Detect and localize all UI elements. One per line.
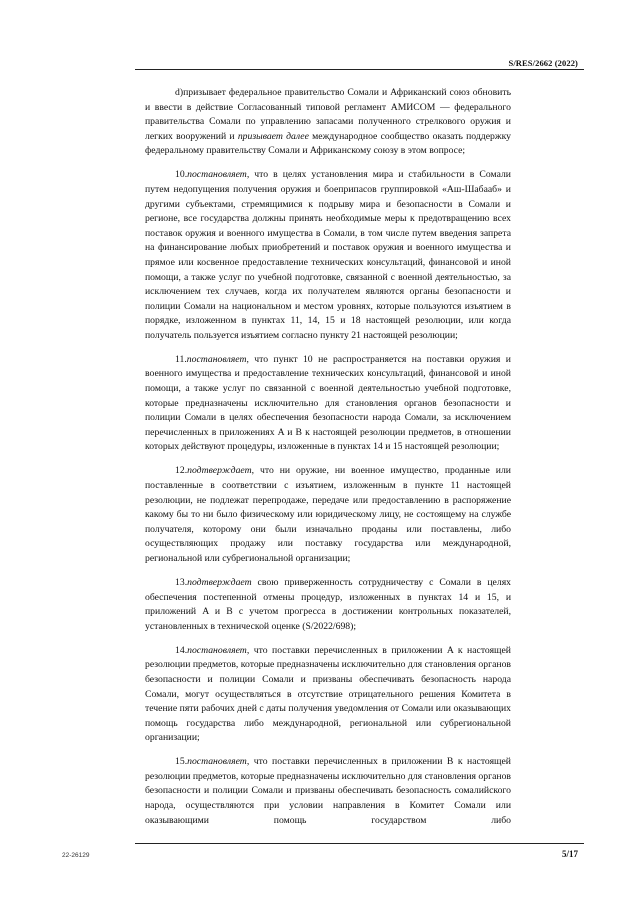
paragraph-emphasis: постановляет xyxy=(186,353,247,365)
paragraph-number: 13. xyxy=(175,576,188,588)
paragraph-emphasis: постановляет xyxy=(187,169,247,181)
paragraph-emphasis: постановляет xyxy=(187,644,247,656)
document-body xyxy=(145,86,511,838)
paragraph-14 xyxy=(145,644,511,746)
page-number: 5/17 xyxy=(561,849,578,859)
header-rule xyxy=(135,69,584,70)
paragraph-13 xyxy=(145,576,511,634)
paragraph-text: свою приверженность сотрудничеству с Сомали в целях обеспечения постепенной отмены процедур, изложенных в пунктах 14 и 15, и приложений A и B с учетом прогресса в достижении контрольных показателей, установленных в технической оценке (S/2022/698); xyxy=(145,576,511,632)
footer-rule xyxy=(135,843,584,844)
paragraph-emphasis: подтверждает xyxy=(187,576,252,588)
paragraph-10 xyxy=(145,168,511,343)
paragraph-12 xyxy=(145,464,511,566)
paragraph-number: 10. xyxy=(175,169,188,181)
paragraph-number: d) xyxy=(175,87,184,98)
paragraph-text: , что поставки перечисленных в приложении A к настоящей резолюции предметов, которые предназначены исключительно для становления органов безопасности и полиции Сомали и призваны обеспечивать безопасность народа Сомали, могут осуществляться в отсутствие отрицательного решения Комитета в течение пяти рабочих дней с даты получения уведомления от Сомали или оказывающих помощь государства либо международной, региональной или субрегиональной организации; xyxy=(145,644,511,744)
paragraph-number: 15. xyxy=(175,756,188,768)
paragraph-text: , что пункт 10 не распространяется на поставки оружия и военного имущества и предоставление технических консультаций, финансовой и иной помощи, а также услуг по связанной с военной деятельностью учебной подготовке, которые предназначены исключительно для становления органов безопасности и полиции Сомали в целях обеспечения безопасности народа Сомали, за исключением перечисленных в приложениях A и B к настоящей резолюции предметов, в отношении которых действуют процедуры, изложенные в пунктах 14 и 15 настоящей резолюции; xyxy=(145,353,511,453)
paragraph-number: 12. xyxy=(175,465,188,477)
paragraph-15 xyxy=(145,755,511,828)
paragraph-text: , что ни оружие, ни военное имущество, проданные или поставленные в соответствии с изъятием, изложенным в пункте 11 настоящей резолюции, не подлежат перепродаже, передаче или предоставлению в распоряжение какому бы то ни было физическому или юридическому лицу, не состоящему на службе получателя, которому они были изначально проданы или поставлены, либо осуществляющих продажу или поставку государства или международной, региональной или субрегиональной организации; xyxy=(145,465,511,564)
paragraph-emphasis: постановляет xyxy=(187,756,247,768)
paragraph-emphasis: подтверждает xyxy=(187,465,252,477)
paragraph-emphasis: призывает далее xyxy=(237,130,309,142)
paragraph-number: 11. xyxy=(175,353,187,365)
paragraph-text-pre: призывает федеральное правительство Сомали и Африканский союз обновить и ввести в действие Согласованный типовой регламент АМИСОМ — федерального правительства Сомали по управлению запасами полученного стрелкового оружия и легких вооружений и xyxy=(145,87,511,142)
paragraph-number: 14. xyxy=(175,644,188,656)
paragraph-text: , что поставки перечисленных в приложении B к настоящей резолюции предметов, которые предназначены исключительно для становления органов безопасности и полиции Сомали и призваны обеспечивать безопасность сомалийского народа, осуществляются при условии направления в Комитет Сомали или оказывающими помощь государством либо xyxy=(145,756,511,826)
paragraph-text: , что в целях установления мира и стабильности в Сомали путем недопущения получения оружия и боеприпасов группировкой «Аш-Шабааб» и другими субъектами, стремящимися к подрыву мира и безопасности в Сомали и регионе, все государства должны принять необходимые меры к предотвращению всех поставок оружия и военного имущества в Сомали, в том числе путем введения запрета на финансирование любых приобретений и поставок оружия и военного имущества и прямое или косвенное предоставление технических консультаций, финансовой и иной помощи, а также услуг по учебной подготовке, связанной с военной деятельностью, за исключением тех случаев, когда их получателем являются органы безопасности и полиции Сомали на национальном и местом уровнях, которые пользуются изъятием в порядке, изложенном в пунктах 11, 14, 15 и 18 настоящей резолюции, или когда получатель пользуется изъятием согласно пункту 21 настоящей резолюции; xyxy=(145,169,511,341)
document-code: 22-26129 xyxy=(62,852,90,859)
paragraph-d xyxy=(145,86,511,159)
paragraph-11 xyxy=(145,353,511,455)
paragraph-text: международное сообщество оказать поддержку федеральному правительству Сомали и Африканскому союзу в этом вопросе; xyxy=(145,130,511,157)
document-symbol: S/RES/2662 (2022) xyxy=(508,58,578,68)
